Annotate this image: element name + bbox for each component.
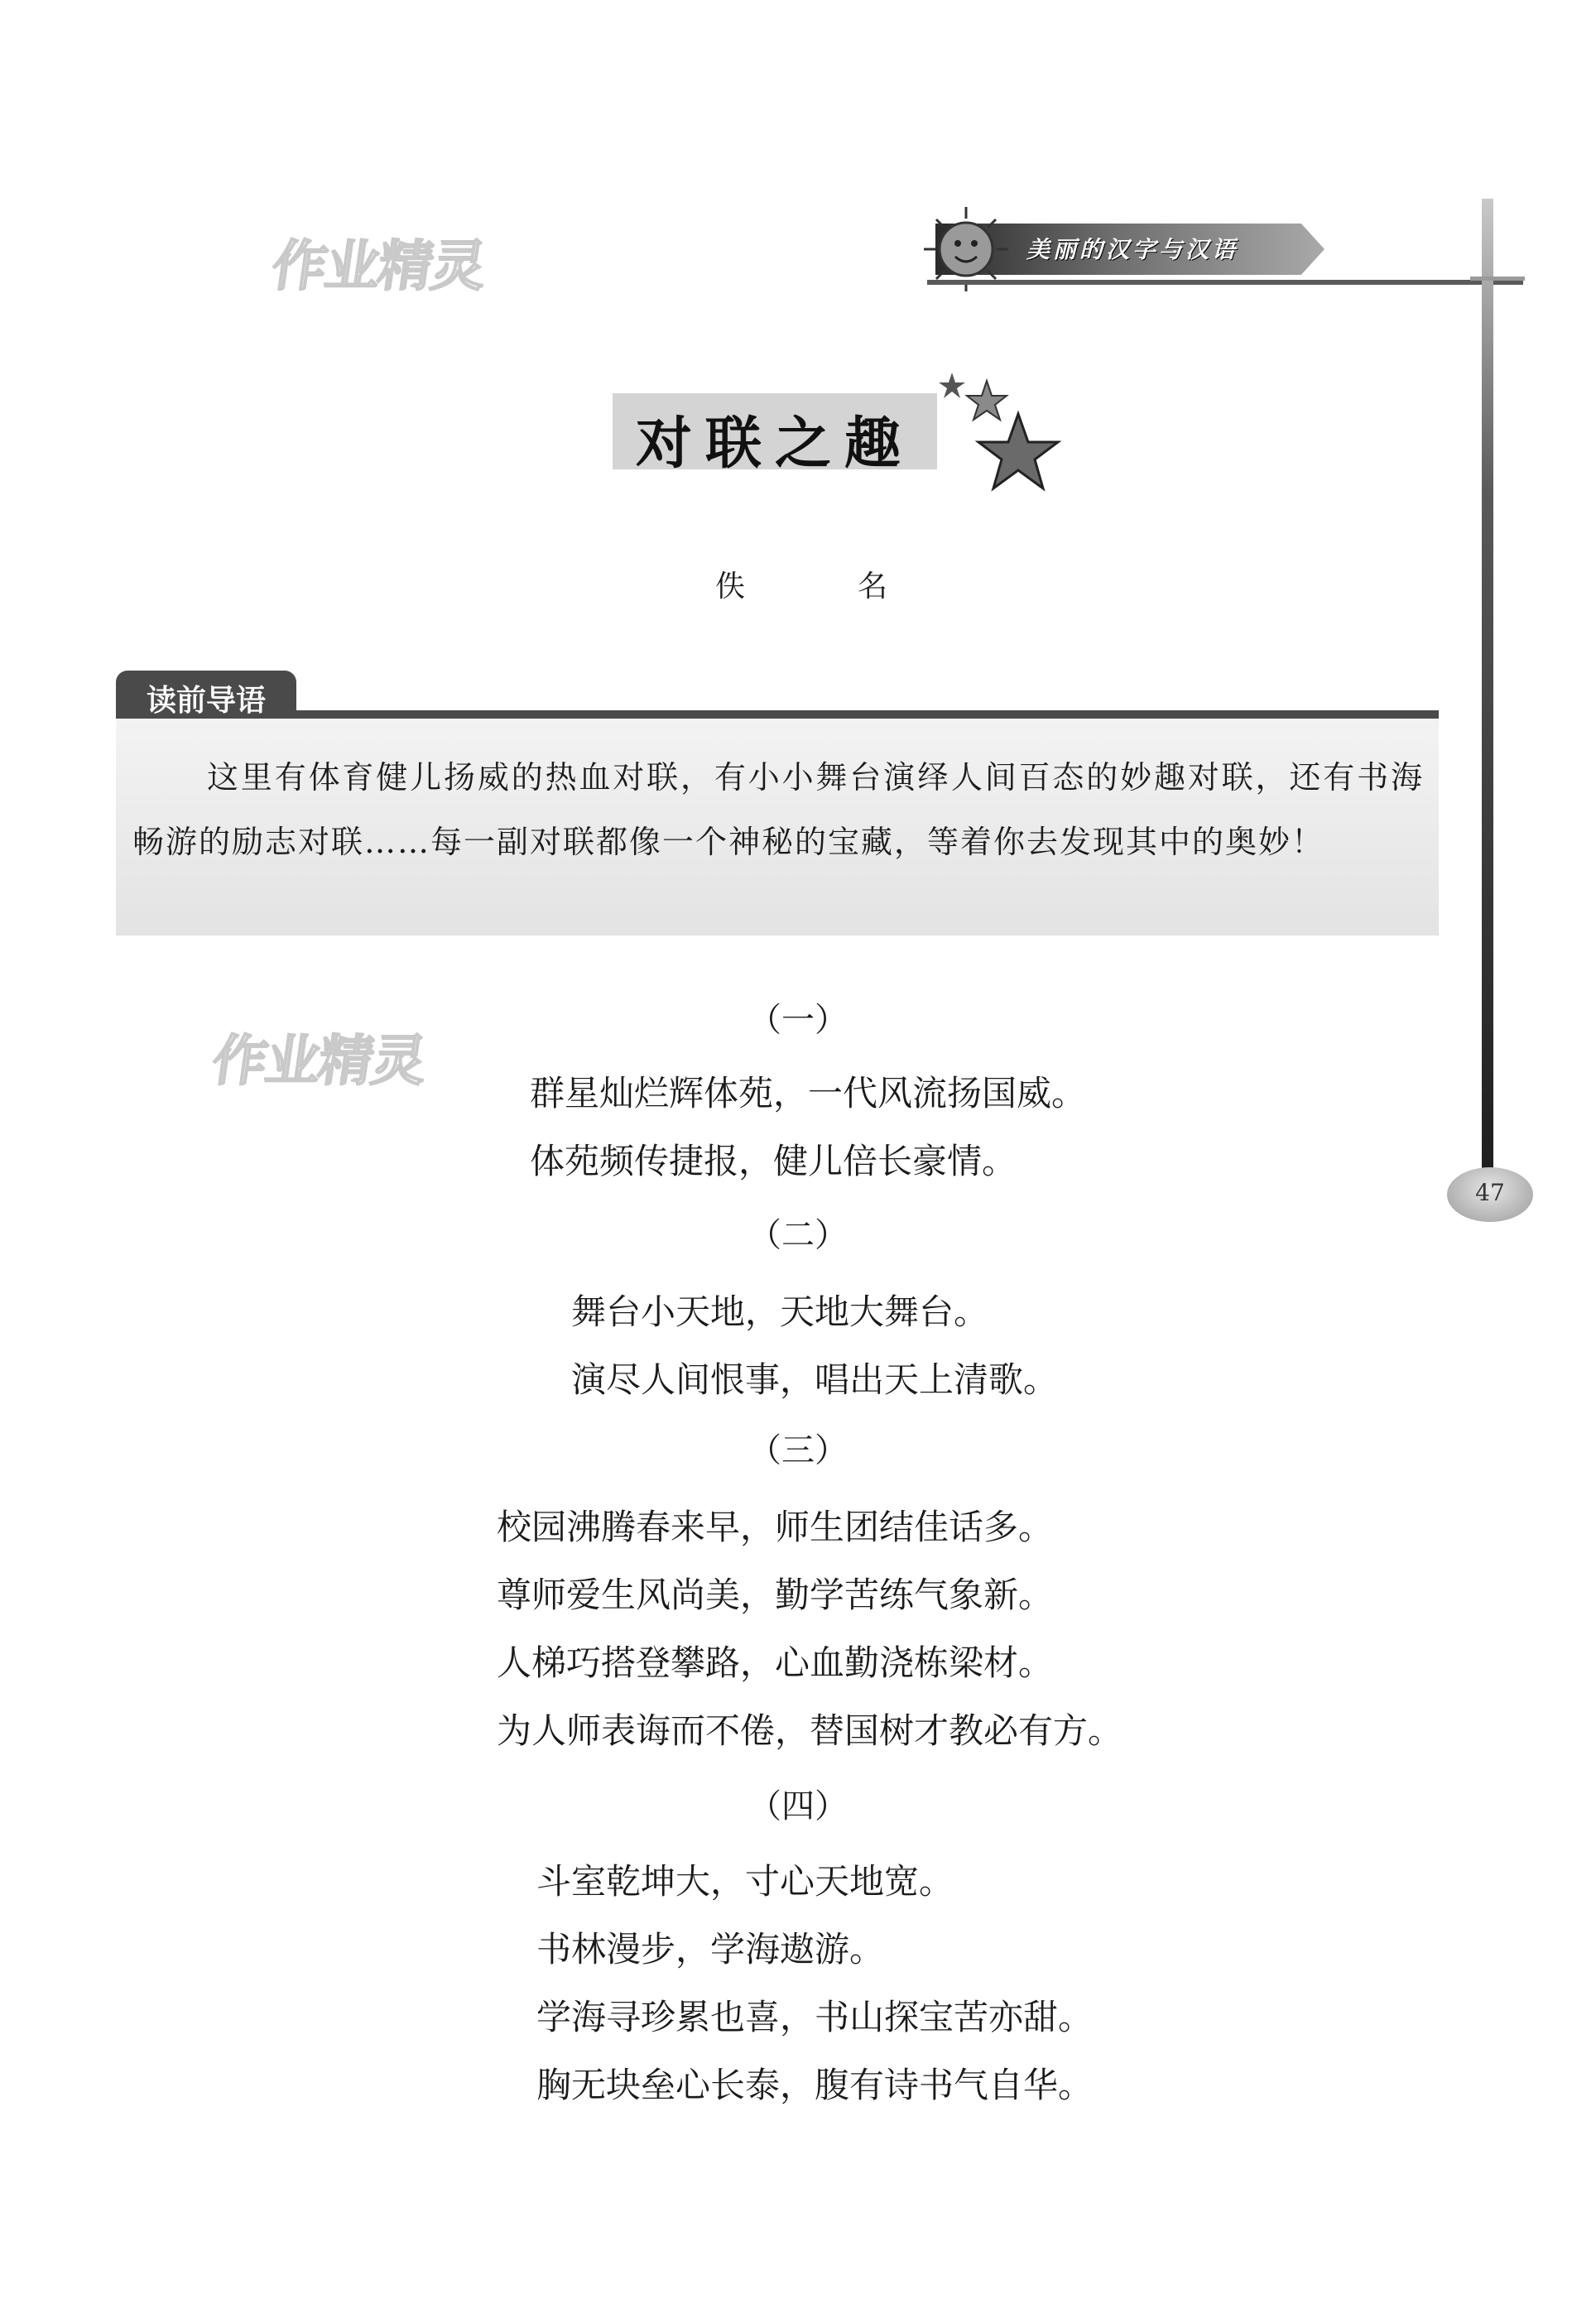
page-number: 47	[1475, 1179, 1505, 1206]
couplet-line: 人梯巧搭登攀路，心血勤浇栋梁材。	[497, 1642, 1054, 1683]
watermark: 作业精灵	[267, 234, 489, 298]
couplet-line: 胸无块垒心长泰，腹有诗书气自华。	[536, 2065, 1094, 2105]
couplet-line: 为人师表诲而不倦，替国树才教必有方。	[497, 1710, 1123, 1751]
couplet-line: 尊师爱生风尚美，勤学苦练气象新。	[497, 1575, 1054, 1615]
article-title: 对联之趣	[635, 411, 914, 477]
header-rule	[927, 280, 1523, 285]
couplet-heading: （四）	[748, 1787, 848, 1825]
intro-rule	[116, 710, 1439, 719]
couplet-line: 校园沸腾春来早，师生团结佳话多。	[497, 1507, 1054, 1547]
couplet-line: 书林漫步，学海遨游。	[536, 1929, 885, 1970]
watermark: 作业精灵	[208, 1029, 430, 1093]
intro-label: 读前导语	[146, 684, 266, 718]
couplet-line: 体苑频传捷报，健儿倍长豪情。	[530, 1141, 1017, 1181]
star-icon	[935, 364, 1076, 505]
intro-text: 这里有体育健儿扬威的热血对联，有小小舞台演绎人间百态的妙趣对联，还有书海畅游的励志对联……每一副对联都像一个神秘的宝藏，等着你去发现其中的奥妙！	[132, 759, 1424, 860]
couplet-heading: （三）	[748, 1431, 848, 1469]
couplet-line: 斗室乾坤大，寸心天地宽。	[536, 1861, 954, 1902]
couplet-heading: （一）	[748, 1001, 848, 1039]
couplet-heading: （二）	[748, 1216, 848, 1254]
couplet-line: 演尽人间恨事，唱出天上清歌。	[571, 1359, 1059, 1400]
couplet-line: 舞台小天地，天地大舞台。	[571, 1291, 989, 1332]
margin-rule-cross	[1470, 277, 1525, 281]
couplet-line: 群星灿烂辉体苑，一代风流扬国威。	[530, 1073, 1087, 1113]
series-title: 美丽的汉字与汉语	[1026, 236, 1239, 263]
author: 佚 名	[715, 570, 930, 604]
couplet-line: 学海寻珍累也喜，书山探宝苦亦甜。	[536, 1997, 1094, 2037]
